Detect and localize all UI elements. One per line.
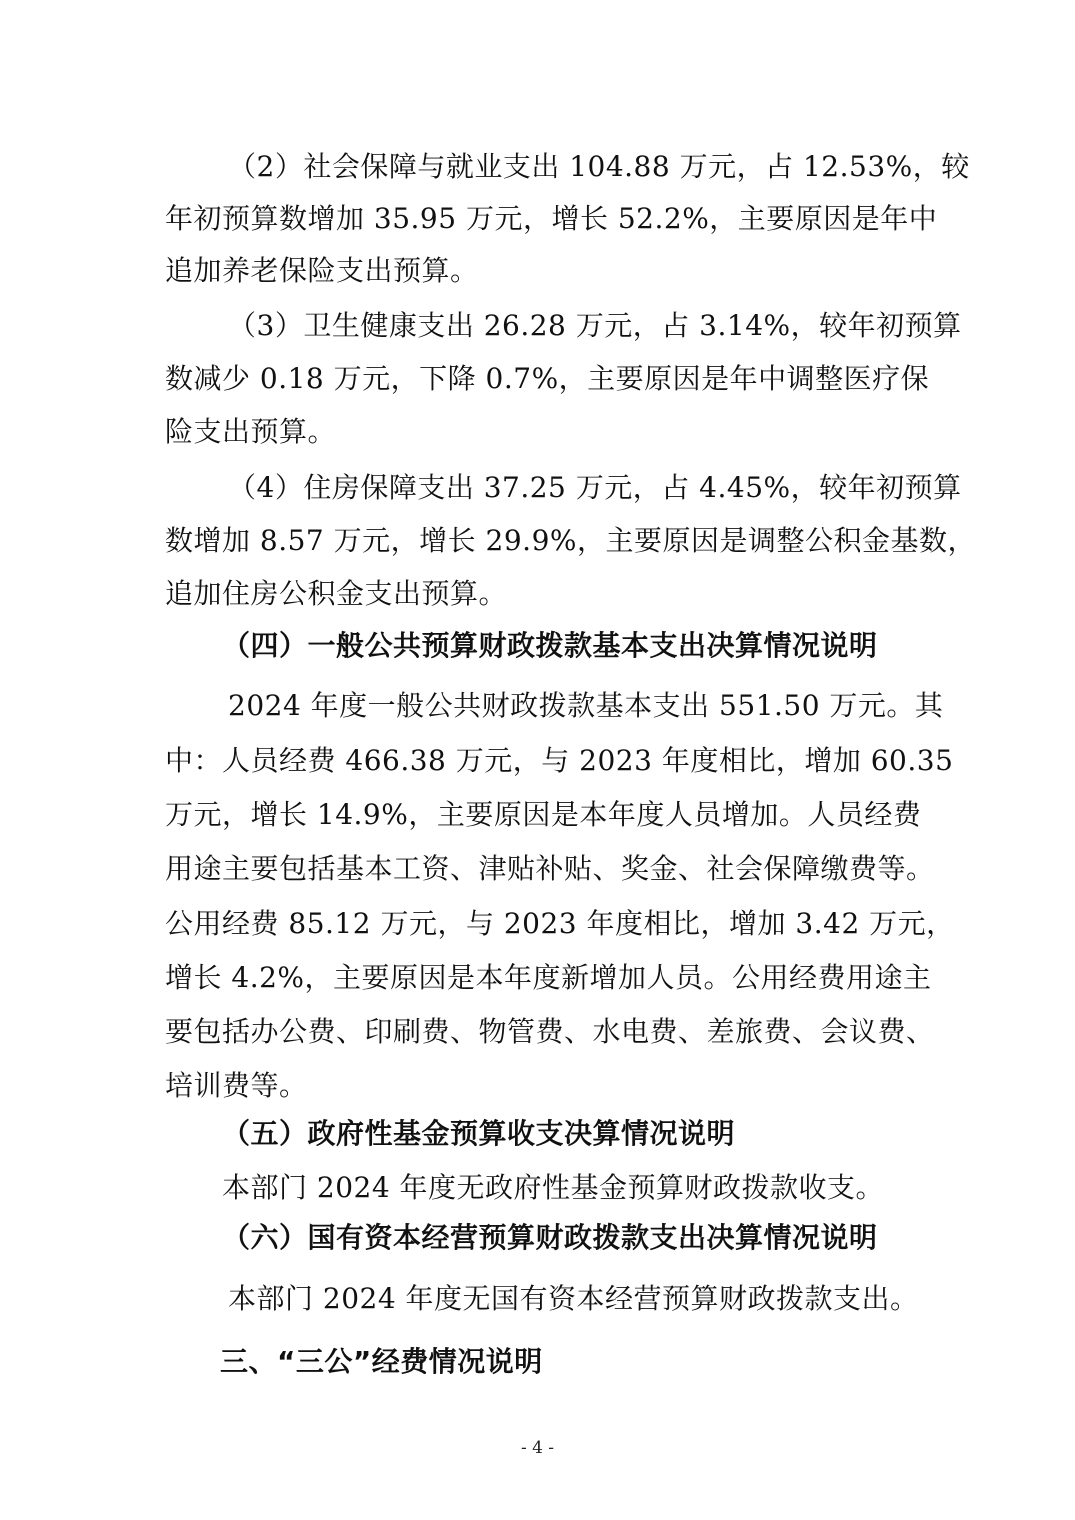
chapter-heading: 三、“三公”经费情况说明 <box>220 1345 543 1378</box>
paragraph-line: 险支出预算。 <box>165 415 337 448</box>
paragraph-line: 万元，增长 14.9%，主要原因是本年度人员增加。人员经费 <box>165 798 922 831</box>
paragraph-line: 本部门 2024 年度无政府性基金预算财政拨款收支。 <box>222 1171 885 1204</box>
paragraph-line: 增长 4.2%，主要原因是本年度新增加人员。公用经费用途主 <box>165 961 932 994</box>
paragraph-line: 数减少 0.18 万元，下降 0.7%，主要原因是年中调整医疗保 <box>165 362 930 395</box>
paragraph-line: 数增加 8.57 万元，增长 29.9%，主要原因是调整公积金基数， <box>165 524 976 557</box>
paragraph-line: 要包括办公费、印刷费、物管费、水电费、差旅费、会议费、 <box>165 1015 935 1048</box>
paragraph-line: 用途主要包括基本工资、津贴补贴、奖金、社会保障缴费等。 <box>165 852 935 885</box>
paragraph-line: （4）住房保障支出 37.25 万元，占 4.45%，较年初预算 <box>228 471 962 504</box>
section-heading: （四）一般公共预算财政拨款基本支出决算情况说明 <box>222 629 878 662</box>
page-number: - 4 - <box>520 1438 555 1458</box>
paragraph-line: 2024 年度一般公共财政拨款基本支出 551.50 万元。其 <box>228 689 944 722</box>
paragraph-line: 公用经费 85.12 万元，与 2023 年度相比，增加 3.42 万元， <box>165 907 955 940</box>
paragraph-line: 培训费等。 <box>165 1069 308 1102</box>
section-heading: （六）国有资本经营预算财政拨款支出决算情况说明 <box>222 1221 878 1254</box>
paragraph-line: （2）社会保障与就业支出 104.88 万元，占 12.53%，较 <box>228 150 970 183</box>
paragraph-line: （3）卫生健康支出 26.28 万元，占 3.14%，较年初预算 <box>228 309 962 342</box>
paragraph-line: 追加住房公积金支出预算。 <box>165 577 508 610</box>
paragraph-line: 年初预算数增加 35.95 万元，增长 52.2%，主要原因是年中 <box>165 202 938 235</box>
paragraph-line: 本部门 2024 年度无国有资本经营预算财政拨款支出。 <box>228 1282 919 1315</box>
paragraph-line: 追加养老保险支出预算。 <box>165 254 479 287</box>
section-heading: （五）政府性基金预算收支决算情况说明 <box>222 1117 736 1150</box>
paragraph-line: 中：人员经费 466.38 万元，与 2023 年度相比，增加 60.35 <box>165 744 954 777</box>
